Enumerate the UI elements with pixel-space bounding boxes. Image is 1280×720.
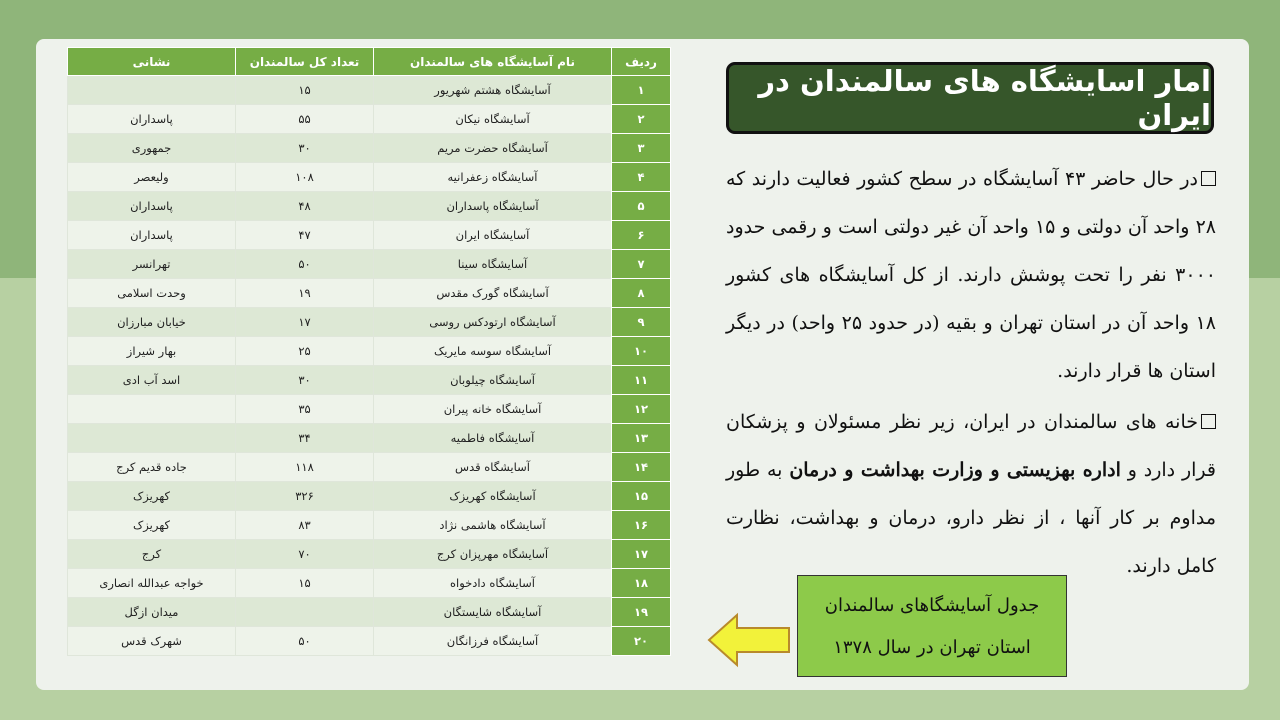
cell-address: اسد آب ادی <box>68 366 236 395</box>
nursing-homes-table <box>67 47 671 656</box>
cell-name: آسایشگاه حضرت مریم <box>374 134 612 163</box>
cell-row-number: ۱۰ <box>612 337 671 366</box>
slide-title-text: امار اسایشگاه های سالمندان در ایران <box>758 64 1211 132</box>
cell-row-number: ۱۳ <box>612 424 671 453</box>
paragraph-1-text: در حال حاضر ۴۳ آسایشگاه در سطح کشور فعالیت دارند که ۲۸ واحد آن دولتی و ۱۵ واحد آن غیر دولتی است و رقمی حدود ۳۰۰۰ نفر را تحت پوشش دارند. از کل آسایشگاه های کشور ۱۸ واحد آن در استان تهران و بقیه (در حدود ۲۵ واحد) در دیگر استان ها قرار دارند. <box>726 168 1216 382</box>
table-row <box>68 105 671 134</box>
cell-name: آسایشگاه هاشمی نژاد <box>374 511 612 540</box>
cell-row-number: ۲ <box>612 105 671 134</box>
cell-name: آسایشگاه چیلوبان <box>374 366 612 395</box>
cell-count: ۳۰ <box>236 366 374 395</box>
cell-address: میدان ازگل <box>68 598 236 627</box>
cell-count <box>236 598 374 627</box>
table-row <box>68 308 671 337</box>
paragraph-2-bold: اداره بهزیستی و وزارت بهداشت و درمان <box>789 459 1121 481</box>
cell-row-number: ۱۵ <box>612 482 671 511</box>
cell-count: ۳۲۶ <box>236 482 374 511</box>
cell-count: ۴۸ <box>236 192 374 221</box>
header-address: نشانی <box>68 48 236 76</box>
cell-row-number: ۳ <box>612 134 671 163</box>
cell-row-number: ۱۴ <box>612 453 671 482</box>
table-row <box>68 250 671 279</box>
caption-line-2: استان تهران در سال ۱۳۷۸ <box>833 637 1031 658</box>
paragraph-2 <box>726 398 1216 590</box>
cell-address <box>68 395 236 424</box>
cell-address: ولیعصر <box>68 163 236 192</box>
cell-count: ۳۰ <box>236 134 374 163</box>
cell-count: ۳۵ <box>236 395 374 424</box>
cell-count: ۸۳ <box>236 511 374 540</box>
cell-address: جمهوری <box>68 134 236 163</box>
table-row <box>68 366 671 395</box>
cell-row-number: ۱۶ <box>612 511 671 540</box>
cell-address <box>68 424 236 453</box>
cell-count: ۱۱۸ <box>236 453 374 482</box>
cell-row-number: ۹ <box>612 308 671 337</box>
table-row <box>68 569 671 598</box>
table-row <box>68 424 671 453</box>
caption-line-1: جدول آسایشگاهای سالمندان <box>824 595 1040 616</box>
cell-count: ۵۵ <box>236 105 374 134</box>
table-row <box>68 627 671 656</box>
cell-row-number: ۱ <box>612 76 671 105</box>
cell-count: ۲۵ <box>236 337 374 366</box>
cell-name: آسایشگاه ایران <box>374 221 612 250</box>
body-text <box>726 155 1216 593</box>
table-row <box>68 511 671 540</box>
table-row <box>68 453 671 482</box>
cell-row-number: ۲۰ <box>612 627 671 656</box>
checkbox-bullet-icon <box>1201 171 1216 186</box>
cell-name: آسایشگاه گورک مقدس <box>374 279 612 308</box>
cell-name: آسایشگاه خانه پیران <box>374 395 612 424</box>
cell-name: آسایشگاه قدس <box>374 453 612 482</box>
paragraph-1 <box>726 155 1216 395</box>
cell-name: آسایشگاه فاطمیه <box>374 424 612 453</box>
table-row <box>68 337 671 366</box>
cell-count: ۱۹ <box>236 279 374 308</box>
cell-name: آسایشگاه شایستگان <box>374 598 612 627</box>
cell-address: کرج <box>68 540 236 569</box>
paragraph-2-before: خانه های سالمندان در ایران، زیر نظر مسئولان و پزشکان قرار دارد و <box>726 411 1216 481</box>
cell-row-number: ۸ <box>612 279 671 308</box>
cell-count: ۷۰ <box>236 540 374 569</box>
table-row <box>68 163 671 192</box>
cell-address: خیابان مبارزان <box>68 308 236 337</box>
cell-address: وحدت اسلامی <box>68 279 236 308</box>
cell-address: جاده قدیم کرج <box>68 453 236 482</box>
table-row <box>68 540 671 569</box>
table-row <box>68 279 671 308</box>
table-row <box>68 76 671 105</box>
cell-count: ۱۵ <box>236 569 374 598</box>
header-name: نام آسایشگاه های سالمندان <box>374 48 612 76</box>
cell-count: ۱۵ <box>236 76 374 105</box>
cell-row-number: ۵ <box>612 192 671 221</box>
cell-count: ۱۰۸ <box>236 163 374 192</box>
header-row-number: ردیف <box>612 48 671 76</box>
table-row <box>68 192 671 221</box>
table-header-row <box>68 48 671 76</box>
cell-name: آسایشگاه مهرپزان کرج <box>374 540 612 569</box>
table-row <box>68 598 671 627</box>
cell-name: آسایشگاه دادخواه <box>374 569 612 598</box>
table-row <box>68 482 671 511</box>
cell-address: کهریزک <box>68 511 236 540</box>
cell-name: آسایشگاه سوسه مایریک <box>374 337 612 366</box>
checkbox-bullet-icon <box>1201 414 1216 429</box>
arrow-left-icon <box>707 612 791 668</box>
cell-row-number: ۱۷ <box>612 540 671 569</box>
cell-name: آسایشگاه ارتودکس روسی <box>374 308 612 337</box>
cell-address: شهرک قدس <box>68 627 236 656</box>
table-row <box>68 221 671 250</box>
cell-name: آسایشگاه نیکان <box>374 105 612 134</box>
cell-address: بهار شیراز <box>68 337 236 366</box>
cell-address: پاسداران <box>68 221 236 250</box>
cell-row-number: ۶ <box>612 221 671 250</box>
paragraph-2-after: به طور مداوم بر کار آنها ، از نظر دارو، درمان و بهداشت، نظارت کامل دارند. <box>726 459 1216 577</box>
cell-name: آسایشگاه فرزانگان <box>374 627 612 656</box>
cell-count: ۱۷ <box>236 308 374 337</box>
slide-title <box>726 62 1214 134</box>
cell-count: ۵۰ <box>236 627 374 656</box>
table-body <box>68 76 671 656</box>
table-row <box>68 134 671 163</box>
cell-row-number: ۱۲ <box>612 395 671 424</box>
cell-count: ۴۷ <box>236 221 374 250</box>
cell-name: آسایشگاه هشتم شهریور <box>374 76 612 105</box>
cell-name: آسایشگاه کهریزک <box>374 482 612 511</box>
cell-name: آسایشگاه سینا <box>374 250 612 279</box>
cell-row-number: ۱۹ <box>612 598 671 627</box>
table-caption <box>797 575 1067 677</box>
cell-name: آسایشگاه پاسداران <box>374 192 612 221</box>
cell-address: پاسداران <box>68 192 236 221</box>
cell-address: خواجه عبدالله انصاری <box>68 569 236 598</box>
cell-name: آسایشگاه زعفرانیه <box>374 163 612 192</box>
cell-address: تهرانسر <box>68 250 236 279</box>
cell-row-number: ۱۸ <box>612 569 671 598</box>
header-count: تعداد کل سالمندان <box>236 48 374 76</box>
cell-count: ۳۴ <box>236 424 374 453</box>
cell-address <box>68 76 236 105</box>
cell-row-number: ۱۱ <box>612 366 671 395</box>
cell-count: ۵۰ <box>236 250 374 279</box>
cell-row-number: ۴ <box>612 163 671 192</box>
cell-address: پاسداران <box>68 105 236 134</box>
cell-address: کهریزک <box>68 482 236 511</box>
cell-row-number: ۷ <box>612 250 671 279</box>
table-row <box>68 395 671 424</box>
